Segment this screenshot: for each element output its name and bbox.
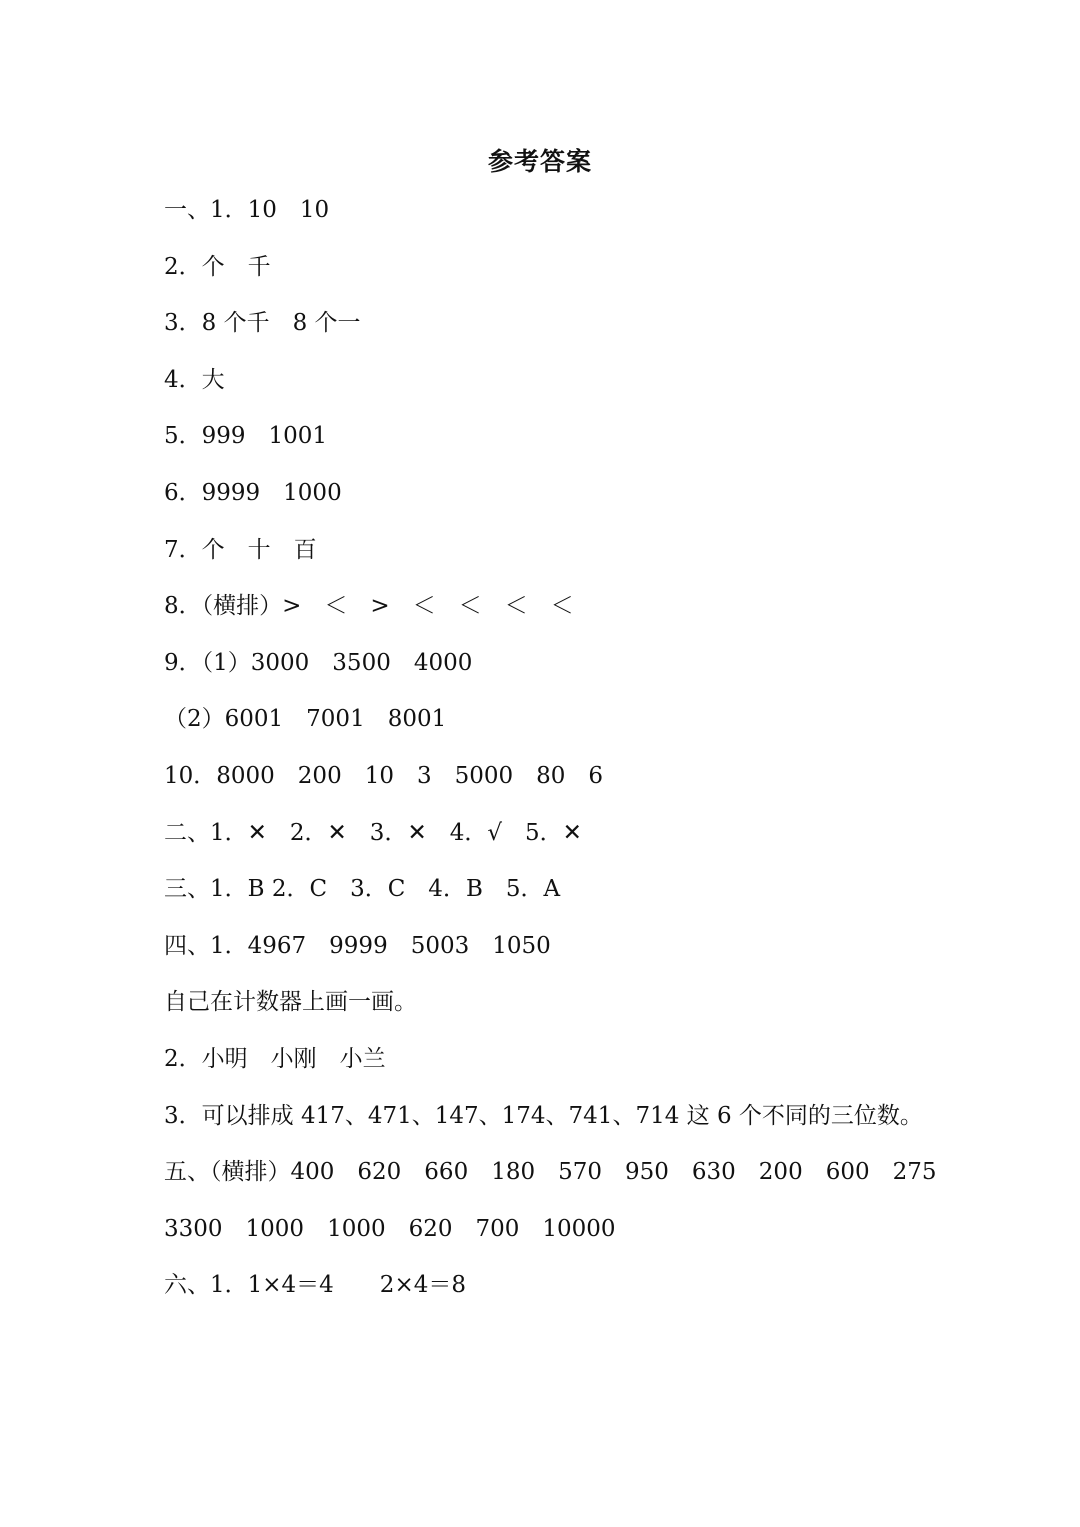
- page-title: 参考答案: [487, 147, 592, 176]
- answer-line: 10．8000 200 10 3 5000 80 6: [164, 762, 604, 789]
- answer-line: 2．个 千: [164, 253, 271, 280]
- answer-list: [164, 192, 1024, 1324]
- answer-line: 8．（横排）> ＜ > ＜ ＜ ＜ ＜: [164, 593, 574, 620]
- answer-line: 3．8 个千 8 个一: [164, 310, 361, 337]
- answer-line: 5．999 1001: [164, 423, 328, 450]
- answer-line: 自己在计数器上画一画。: [164, 989, 417, 1016]
- answer-line: 二、1．✕ 2．✕ 3．✕ 4．√ 5．✕: [164, 819, 582, 846]
- answer-line: 六、1．1×4＝4 2×4＝8: [164, 1272, 466, 1299]
- answer-line: 五、（横排）400 620 660 180 570 950 630 200 600 275: [164, 1159, 937, 1186]
- answer-line: 一、1．10 10: [164, 197, 330, 223]
- answer-line: 6．9999 1000: [164, 479, 342, 506]
- answer-line: 3．可以排成 417、471、147、174、741、714 这 6 个不同的三位数。: [164, 1102, 923, 1129]
- answer-line: 3300 1000 1000 620 700 10000: [164, 1215, 616, 1242]
- answer-line: 四、1．4967 9999 5003 1050: [164, 932, 551, 959]
- answer-line: 7．个 十 百: [164, 536, 317, 563]
- answer-line: 三、1．B 2．C 3．C 4．B 5．A: [164, 876, 561, 903]
- answer-line: （2）6001 7001 8001: [164, 706, 447, 733]
- answer-line: 9．（1）3000 3500 4000: [164, 649, 473, 676]
- answer-line: 4．大: [164, 366, 225, 393]
- answer-line: 2．小明 小刚 小兰: [164, 1045, 386, 1072]
